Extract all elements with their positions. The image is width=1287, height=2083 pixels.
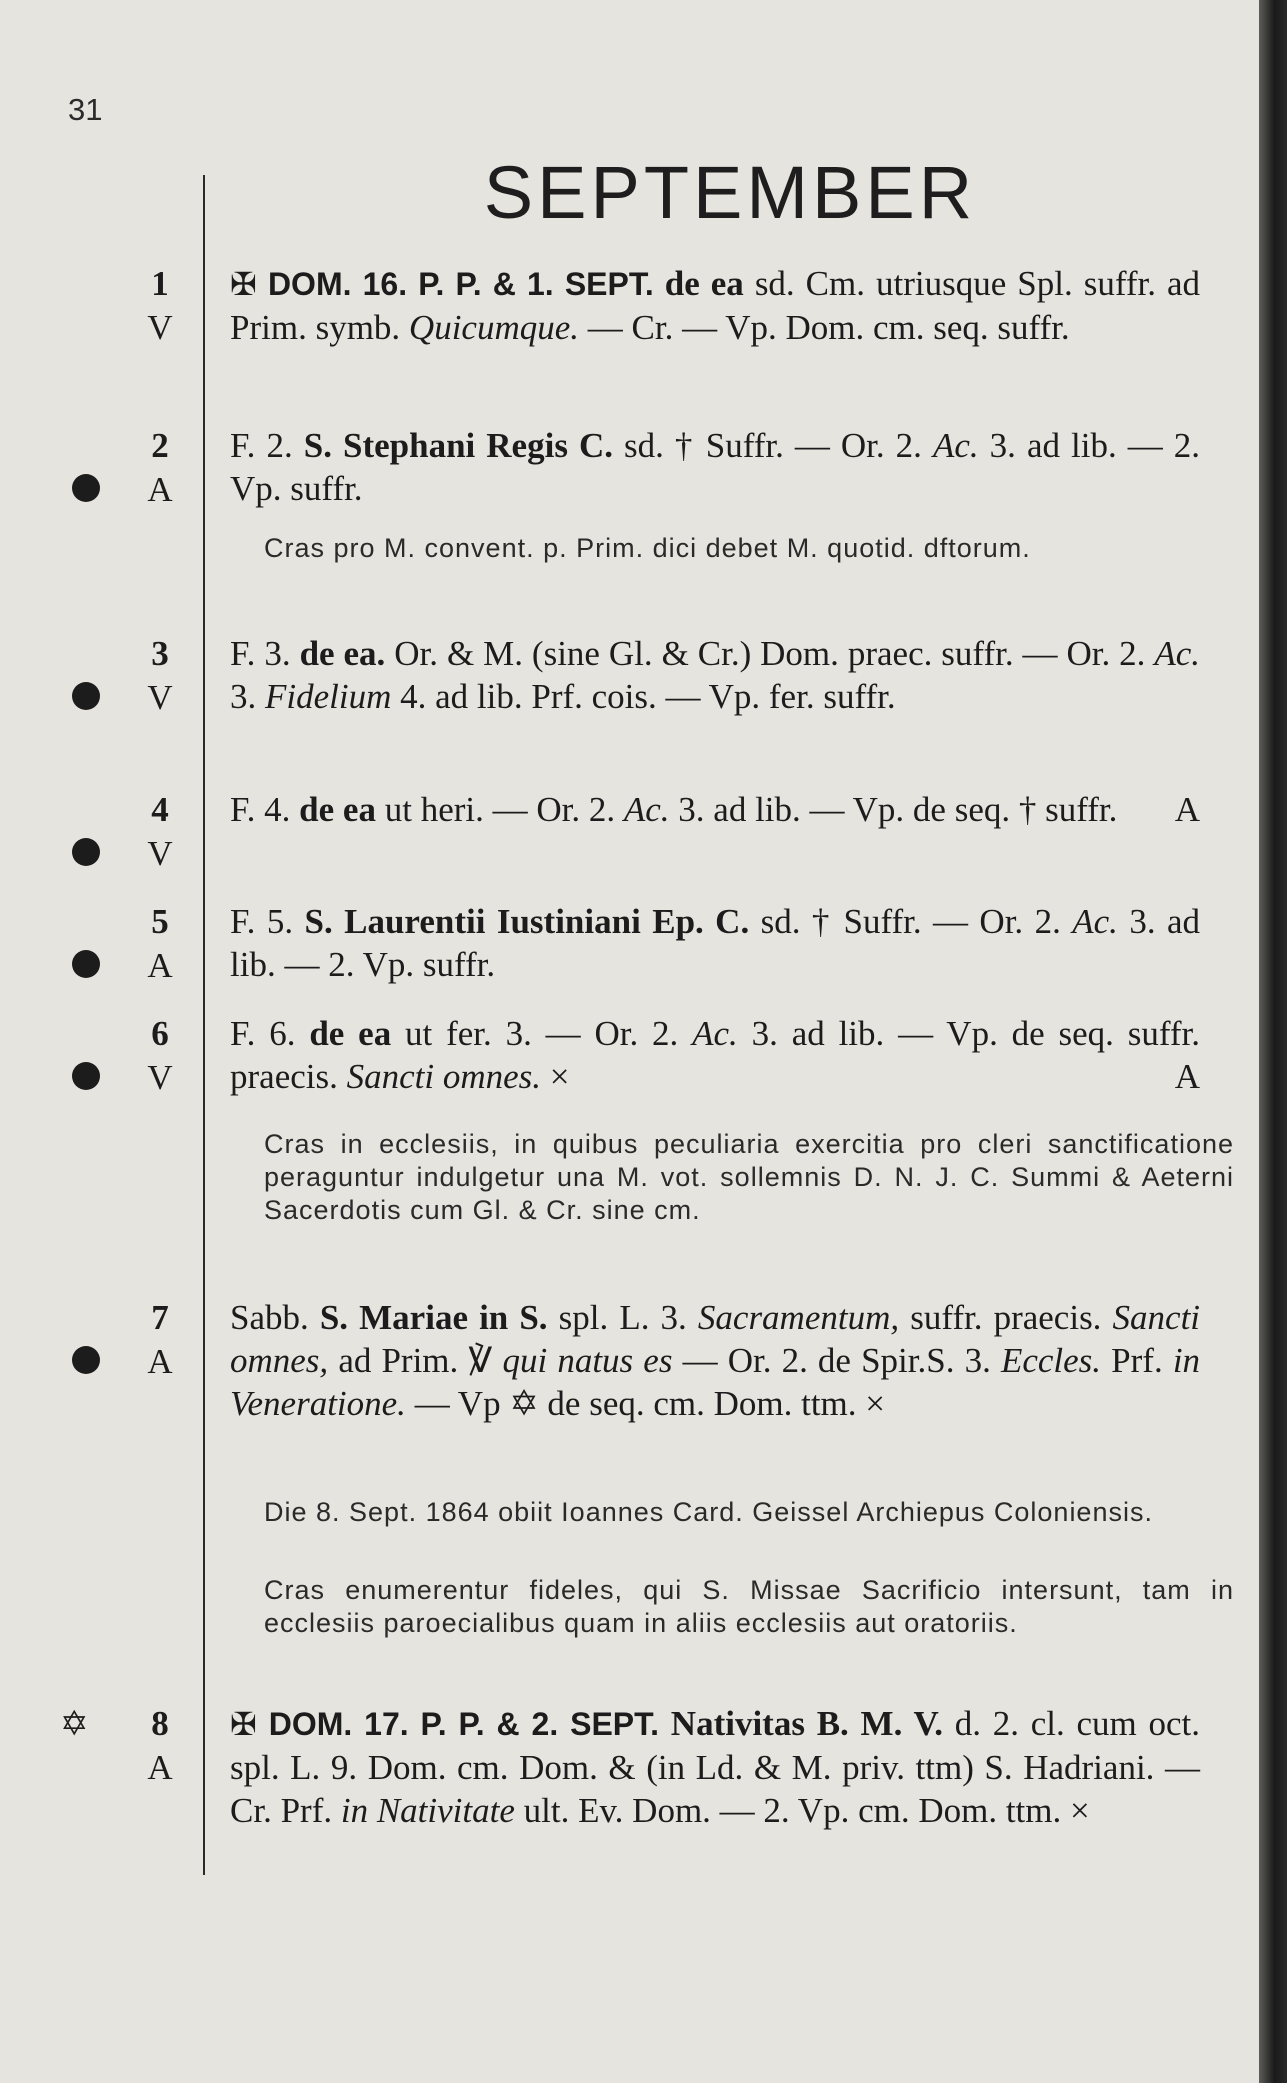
day-marker	[140, 262, 180, 350]
day-number: 3	[151, 634, 169, 673]
rubric-italic: Sancti omnes.	[346, 1057, 542, 1096]
dominical-letter: A	[147, 1342, 173, 1381]
rubric-italic: Ac.	[623, 790, 670, 829]
rubric-italic: Ac.	[1154, 634, 1201, 673]
day-number: 4	[151, 790, 169, 829]
entry-note: Die 8. Sept. 1864 obiit Ioannes Card. Geissel Archiepus Coloniensis.	[264, 1497, 1153, 1527]
rubric-text: d. 2. cl. cum oct. spl. L. 9. Dom. cm. Dom. & (in Ld. & M. priv. ttm) S. Hadriani. — Cr. Prf.	[230, 1704, 1201, 1830]
day-number: 1	[151, 264, 169, 303]
rubric-text: ut fer. 3. — Or. 2.	[405, 1014, 679, 1053]
dot-marker	[72, 474, 100, 502]
dot-marker	[72, 1346, 100, 1374]
feast-name: de ea	[299, 790, 376, 829]
page-title: SEPTEMBER	[483, 151, 977, 234]
rubric-text: sd. † Suffr. — Or. 2.	[760, 902, 1061, 941]
feria: F. 2.	[230, 426, 293, 465]
day-number: 8	[151, 1704, 169, 1743]
day-number: 5	[151, 902, 169, 941]
rubric-text: 3. ad lib. — 2. Vp. suffr.	[230, 902, 1201, 984]
entry-text	[230, 1012, 1200, 1098]
feast-name: S. Stephani Regis C.	[303, 426, 613, 465]
book-spine-edge	[1259, 0, 1287, 2083]
dominical-letter: A	[147, 946, 173, 985]
day-number: 2	[151, 426, 169, 465]
rubric-text: sd. Cm. utriusque Spl. suffr. ad Prim. symb.	[230, 264, 1201, 347]
feria: Sabb.	[230, 1298, 309, 1337]
rubric-italic: in Veneratione.	[230, 1341, 1201, 1423]
dominical-letter: V	[147, 308, 173, 347]
rubric-text: ad Prim. ℣	[338, 1341, 493, 1380]
rubric-italic: Eccles.	[1000, 1341, 1102, 1380]
dominical-letter: A	[147, 470, 173, 509]
dot-marker	[72, 950, 100, 978]
right-letter: A	[1174, 1057, 1200, 1096]
entry-text	[230, 632, 1200, 718]
day-marker	[140, 1702, 180, 1790]
feast-name: Nativitas B. M. V.	[670, 1704, 943, 1743]
feast-heading: ✠ DOM. 16. P. P. & 1. SEPT.	[230, 266, 654, 302]
dominical-letter: V	[147, 1058, 173, 1097]
day-marker	[140, 788, 180, 876]
entry-text	[230, 900, 1200, 986]
rubric-italic: Ac.	[692, 1014, 738, 1053]
rubric-text: Prf.	[1111, 1341, 1163, 1380]
rubric-text: — Or. 2. de Spir.S. 3.	[682, 1341, 991, 1380]
day-number: 7	[151, 1298, 169, 1337]
rubric-text: ult. Ev. Dom. — 2. Vp. cm. Dom. ttm. ×	[523, 1791, 1090, 1830]
feast-name: S. Laurentii Iustiniani Ep. C.	[304, 902, 750, 941]
rubric-text: 4. ad lib. Prf. cois. — Vp. fer. suffr.	[400, 677, 896, 716]
entry-text	[230, 262, 1200, 349]
rubric-text: ×	[549, 1057, 570, 1096]
margin-rule	[203, 175, 205, 1875]
feria: F. 5.	[230, 902, 294, 941]
day-marker	[140, 424, 180, 512]
rubric-text: — Vp ✡ de seq. cm. Dom. ttm. ×	[414, 1384, 886, 1423]
right-letter: A	[1174, 790, 1200, 829]
feast-name: de ea.	[299, 634, 386, 673]
feria: F. 3.	[230, 634, 291, 673]
dominical-letter: V	[147, 834, 173, 873]
rubric-text: 3. ad lib. — Vp. de seq. suffr. praecis.	[230, 1014, 1201, 1096]
feast-name: de ea	[309, 1014, 392, 1053]
rubric-text: 3.	[230, 677, 257, 716]
day-number: 6	[151, 1014, 169, 1053]
day-marker	[140, 632, 180, 720]
rubric-italic: qui natus es	[502, 1341, 673, 1380]
rubric-italic: Ac.	[932, 426, 979, 465]
rubric-italic: Ac.	[1072, 902, 1118, 941]
rubric-text: suffr. praecis.	[910, 1298, 1102, 1337]
feria: F. 4.	[230, 790, 291, 829]
page-number: 31	[68, 92, 103, 127]
entry-text	[230, 424, 1200, 510]
day-marker	[140, 900, 180, 988]
rubric-italic: in Nativitate	[340, 1791, 515, 1830]
dominical-letter: A	[147, 1748, 173, 1787]
rubric-text: sd. † Suffr. — Or. 2.	[624, 426, 922, 465]
feast-name: de ea	[664, 264, 744, 303]
rubric-text: spl. L. 3.	[558, 1298, 687, 1337]
feast-heading: ✠ DOM. 17. P. P. & 2. SEPT.	[230, 1706, 660, 1742]
entry-note: Cras enumerentur fideles, qui S. Missae Sacrificio intersunt, tam in ecclesiis paroecialibus quam in aliis ecclesiis aut oratoriis.	[264, 1575, 1234, 1638]
feria: F. 6.	[230, 1014, 296, 1053]
entry-text	[230, 788, 1200, 831]
rubric-italic: Sancti omnes,	[230, 1298, 1201, 1380]
rubric-text: — Cr. — Vp. Dom. cm. seq. suffr.	[587, 308, 1070, 347]
rubric-italic: Quicumque.	[408, 308, 580, 347]
dot-marker	[72, 682, 100, 710]
dot-marker	[72, 1062, 100, 1090]
rubric-text: 3. ad lib. — 2. Vp. suffr.	[230, 426, 1201, 508]
rubric-text: ut heri. — Or. 2.	[384, 790, 616, 829]
star-of-david-icon: ✡	[60, 1706, 89, 1743]
entry-text	[230, 1296, 1200, 1425]
day-marker	[140, 1012, 180, 1100]
rubric-italic: Fidelium	[265, 677, 392, 716]
entry-note: Cras in ecclesiis, in quibus peculiaria exercitia pro cleri sanctificatione peraguntur indulgetur una M. vot. sollemnis D. N. J. C. Summi & Aeterni Sacerdotis cum Gl. & Cr. sine cm.	[264, 1129, 1234, 1225]
feast-name: S. Mariae in S.	[319, 1298, 548, 1337]
dot-marker	[72, 838, 100, 866]
rubric-text: 3. ad lib. — Vp. de seq. † suffr.	[678, 790, 1118, 829]
entry-note: Cras pro M. convent. p. Prim. dici debet M. quotid. dftorum.	[264, 533, 1031, 563]
rubric-text: Or. & M. (sine Gl. & Cr.) Dom. praec. suffr. — Or. 2.	[394, 634, 1146, 673]
dominical-letter: V	[147, 678, 173, 717]
day-marker	[140, 1296, 180, 1384]
rubric-italic: Sacramentum,	[697, 1298, 900, 1337]
entry-text	[230, 1702, 1200, 1832]
